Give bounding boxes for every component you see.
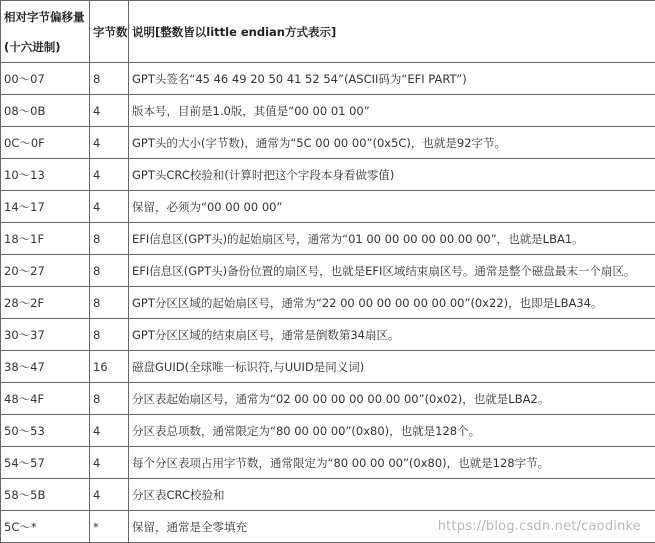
cell-offset: 38～47 [1, 351, 90, 383]
cell-bytes: 8 [90, 223, 129, 255]
cell-description: 保留，通常是全零填充 [129, 511, 655, 543]
cell-offset: 0C～0F [1, 127, 90, 159]
cell-description: EFI信息区(GPT头)的起始扇区号，通常为“01 00 00 00 00 00 00 00”，也就是LBA1。 [129, 223, 655, 255]
table-row [1, 479, 655, 511]
cell-description: 版本号，目前是1.0版，其值是“00 00 01 00” [129, 95, 655, 127]
cell-bytes: 4 [90, 191, 129, 223]
cell-bytes: 4 [90, 127, 129, 159]
table-row [1, 223, 655, 255]
cell-description: GPT头的大小(字节数)，通常为“5C 00 00 00”(0x5C)，也就是92字节。 [129, 127, 655, 159]
table-row [1, 191, 655, 223]
table-row [1, 319, 655, 351]
cell-description: 分区表起始扇区号，通常为“02 00 00 00 00 00 00 00”(0x02)，也就是LBA2。 [129, 383, 655, 415]
cell-bytes: 4 [90, 447, 129, 479]
cell-bytes: 4 [90, 95, 129, 127]
cell-offset: 20～27 [1, 255, 90, 287]
cell-bytes: 8 [90, 63, 129, 95]
table-row [1, 127, 655, 159]
cell-description: 分区表总项数，通常限定为“80 00 00 00”(0x80)，也就是128个。 [129, 415, 655, 447]
table-row [1, 255, 655, 287]
table-row [1, 287, 655, 319]
cell-offset: 54～57 [1, 447, 90, 479]
cell-offset: 50～53 [1, 415, 90, 447]
cell-offset: 08～0B [1, 95, 90, 127]
cell-offset: 48～4F [1, 383, 90, 415]
cell-offset: 5C～* [1, 511, 90, 543]
watermark-text: https://blog.csdn.net/caodinke [437, 519, 641, 534]
cell-bytes: 16 [90, 351, 129, 383]
table-header-row [1, 1, 655, 63]
cell-offset: 30～37 [1, 319, 90, 351]
cell-description: GPT分区区域的起始扇区号，通常为“22 00 00 00 00 00 00 00”(0x22)，也即是LBA34。 [129, 287, 655, 319]
cell-description: GPT分区区域的结束扇区号，通常是倒数第34扇区。 [129, 319, 655, 351]
table-row [1, 63, 655, 95]
cell-description: GPT头CRC校验和(计算时把这个字段本身看做零值) [129, 159, 655, 191]
cell-description: 每个分区表项占用字节数，通常限定为“80 00 00 00”(0x80)，也就是128字节。 [129, 447, 655, 479]
header-offset [1, 1, 90, 63]
table-row [1, 95, 655, 127]
header-offset-line1: 相对字节偏移量 [4, 9, 85, 24]
cell-offset: 28～2F [1, 287, 90, 319]
cell-bytes: 4 [90, 415, 129, 447]
cell-offset: 00～07 [1, 63, 90, 95]
table-row [1, 351, 655, 383]
cell-bytes: 8 [90, 287, 129, 319]
cell-bytes: 4 [90, 479, 129, 511]
table-row [1, 447, 655, 479]
table-row [1, 383, 655, 415]
header-description: 说明[整数皆以little endian方式表示] [129, 1, 655, 63]
cell-bytes: * [90, 511, 129, 543]
cell-bytes: 8 [90, 383, 129, 415]
cell-description: EFI信息区(GPT头)备份位置的扇区号，也就是EFI区域结束扇区号。通常是整个磁盘最末一个扇区。 [129, 255, 655, 287]
cell-bytes: 8 [90, 319, 129, 351]
cell-offset: 14～17 [1, 191, 90, 223]
cell-description: 磁盘GUID(全球唯一标识符,与UUID是同义词) [129, 351, 655, 383]
table-row [1, 159, 655, 191]
cell-offset: 18～1F [1, 223, 90, 255]
cell-bytes: 4 [90, 159, 129, 191]
cell-description: 分区表CRC校验和 [129, 479, 655, 511]
table-row [1, 415, 655, 447]
header-bytes: 字节数 [90, 1, 129, 63]
cell-description: 保留，必须为“00 00 00 00” [129, 191, 655, 223]
cell-description: GPT头签名“45 46 49 20 50 41 52 54”(ASCII码为“EFI PART”) [129, 63, 655, 95]
header-offset-line2: (十六进制) [4, 39, 61, 54]
cell-bytes: 8 [90, 255, 129, 287]
cell-offset: 10～13 [1, 159, 90, 191]
cell-offset: 58～5B [1, 479, 90, 511]
